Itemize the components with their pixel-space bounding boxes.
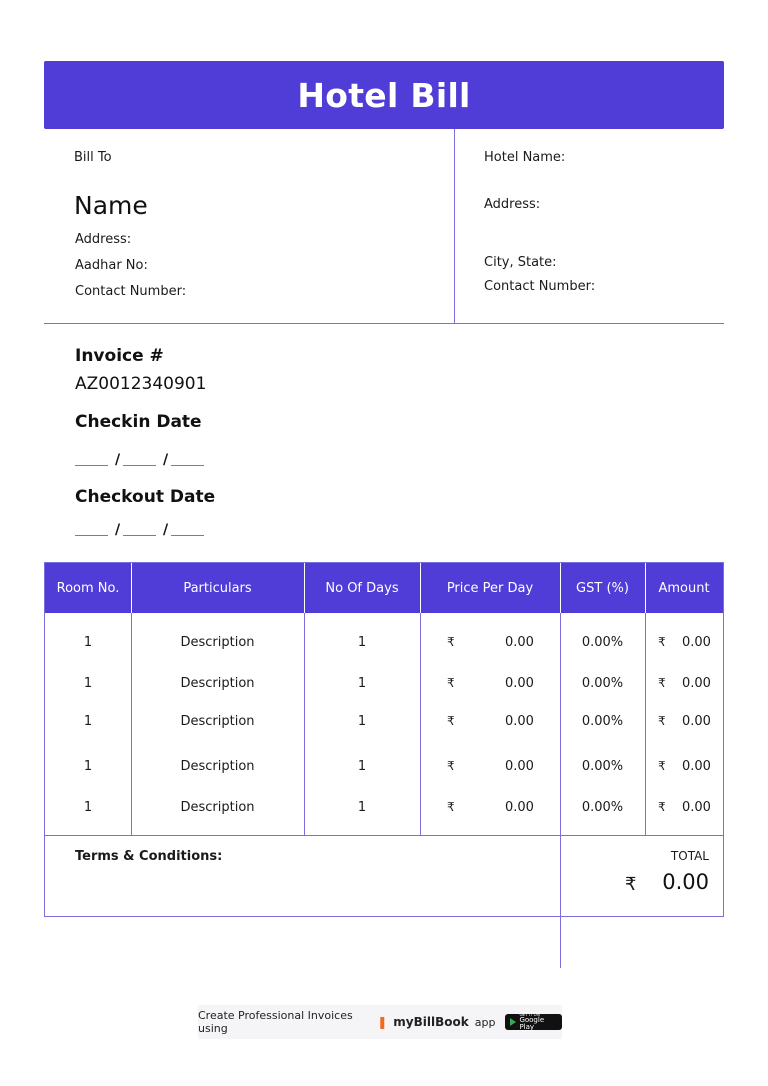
column-divider <box>560 613 561 968</box>
cell-room: 1 <box>83 799 93 815</box>
column-divider <box>560 563 561 613</box>
table-header <box>45 563 723 613</box>
column-divider <box>420 613 421 835</box>
date-separator: / <box>163 522 169 538</box>
checkout-year-blank <box>171 535 204 536</box>
cell-room: 1 <box>83 675 93 691</box>
cell-days: 1 <box>357 713 367 729</box>
date-separator: / <box>163 452 169 468</box>
cell-room: 1 <box>83 758 93 774</box>
info-divider <box>454 129 455 324</box>
cell-amount: 0.00 <box>682 675 711 691</box>
cell-price: 0.00 <box>505 713 534 729</box>
customer-contact-label: Contact Number: <box>75 284 187 299</box>
cell-room: 1 <box>83 634 93 650</box>
total-label: TOTAL <box>670 849 709 863</box>
column-divider <box>420 563 421 613</box>
cell-amount: 0.00 <box>682 634 711 650</box>
column-divider <box>645 563 646 613</box>
cell-amount: 0.00 <box>682 713 711 729</box>
header-amount: Amount <box>658 580 710 596</box>
header-gst: GST (%) <box>576 580 629 596</box>
cell-gst: 0.00% <box>581 675 624 691</box>
column-divider <box>304 563 305 613</box>
terms-label: Terms & Conditions: <box>75 849 223 864</box>
footer-text-after: app <box>474 1015 496 1029</box>
cell-particulars: Description <box>180 799 255 815</box>
hotel-city-label: City, State: <box>484 255 557 270</box>
play-store-icon <box>510 1018 516 1026</box>
rupee-icon: ₹ <box>447 635 455 649</box>
rupee-icon: ₹ <box>658 800 666 814</box>
page-title: Hotel Bill <box>297 75 471 115</box>
rupee-icon: ₹ <box>658 635 666 649</box>
row-divider <box>45 835 723 836</box>
cell-particulars: Description <box>180 675 255 691</box>
header-price-per-day: Price Per Day <box>446 580 534 596</box>
header-room-no: Room No. <box>56 580 120 596</box>
cell-particulars: Description <box>180 634 255 650</box>
cell-days: 1 <box>357 799 367 815</box>
cell-gst: 0.00% <box>581 758 624 774</box>
cell-days: 1 <box>357 675 367 691</box>
cell-price: 0.00 <box>505 675 534 691</box>
cell-amount: 0.00 <box>682 799 711 815</box>
google-play-badge[interactable] <box>505 1014 562 1030</box>
customer-name: Name <box>74 191 148 220</box>
cell-gst: 0.00% <box>581 634 624 650</box>
checkin-year-blank <box>171 465 204 466</box>
rupee-icon: ₹ <box>447 800 455 814</box>
rupee-icon: ₹ <box>447 759 455 773</box>
party-info-section <box>44 129 724 324</box>
cell-room: 1 <box>83 713 93 729</box>
cell-price: 0.00 <box>505 634 534 650</box>
header-no-of-days: No Of Days <box>325 580 399 596</box>
invoice-number-label: Invoice # <box>75 346 164 366</box>
cell-price: 0.00 <box>505 799 534 815</box>
cell-gst: 0.00% <box>581 799 624 815</box>
total-value: 0.00 <box>662 870 709 894</box>
rupee-icon: ₹ <box>658 714 666 728</box>
badge-text: Google Play <box>519 1016 545 1031</box>
badge-small-text: GET IT ON <box>519 1012 540 1017</box>
rupee-icon: ₹ <box>625 874 637 895</box>
cell-days: 1 <box>357 634 367 650</box>
checkin-day-blank <box>75 465 108 466</box>
cell-gst: 0.00% <box>581 713 624 729</box>
footer-promo[interactable] <box>198 1005 562 1039</box>
date-separator: / <box>115 452 121 468</box>
mybillbook-logo-icon: ❚ <box>377 1015 388 1029</box>
rupee-icon: ₹ <box>447 714 455 728</box>
hotel-name-label: Hotel Name: <box>484 150 566 165</box>
customer-aadhar-label: Aadhar No: <box>75 258 148 273</box>
checkin-month-blank <box>123 465 156 466</box>
checkout-month-blank <box>123 535 156 536</box>
checkout-day-blank <box>75 535 108 536</box>
customer-address-label: Address: <box>75 232 132 247</box>
invoice-number: AZ0012340901 <box>75 374 207 394</box>
title-banner <box>44 61 724 129</box>
items-table <box>44 562 724 917</box>
column-divider <box>645 613 646 835</box>
header-particulars: Particulars <box>183 580 252 596</box>
checkout-date-label: Checkout Date <box>75 487 216 507</box>
cell-particulars: Description <box>180 713 255 729</box>
brand-name: myBillBook <box>393 1015 469 1029</box>
footer-text-before: Create Professional Invoices using <box>198 1009 353 1035</box>
rupee-icon: ₹ <box>658 759 666 773</box>
cell-price: 0.00 <box>505 758 534 774</box>
date-separator: / <box>115 522 121 538</box>
hotel-address-label: Address: <box>484 197 541 212</box>
cell-amount: 0.00 <box>682 758 711 774</box>
column-divider <box>131 563 132 613</box>
hotel-contact-label: Contact Number: <box>484 279 596 294</box>
rupee-icon: ₹ <box>447 676 455 690</box>
cell-particulars: Description <box>180 758 255 774</box>
bill-to-heading: Bill To <box>74 150 112 165</box>
cell-days: 1 <box>357 758 367 774</box>
rupee-icon: ₹ <box>658 676 666 690</box>
checkin-date-label: Checkin Date <box>75 412 202 432</box>
